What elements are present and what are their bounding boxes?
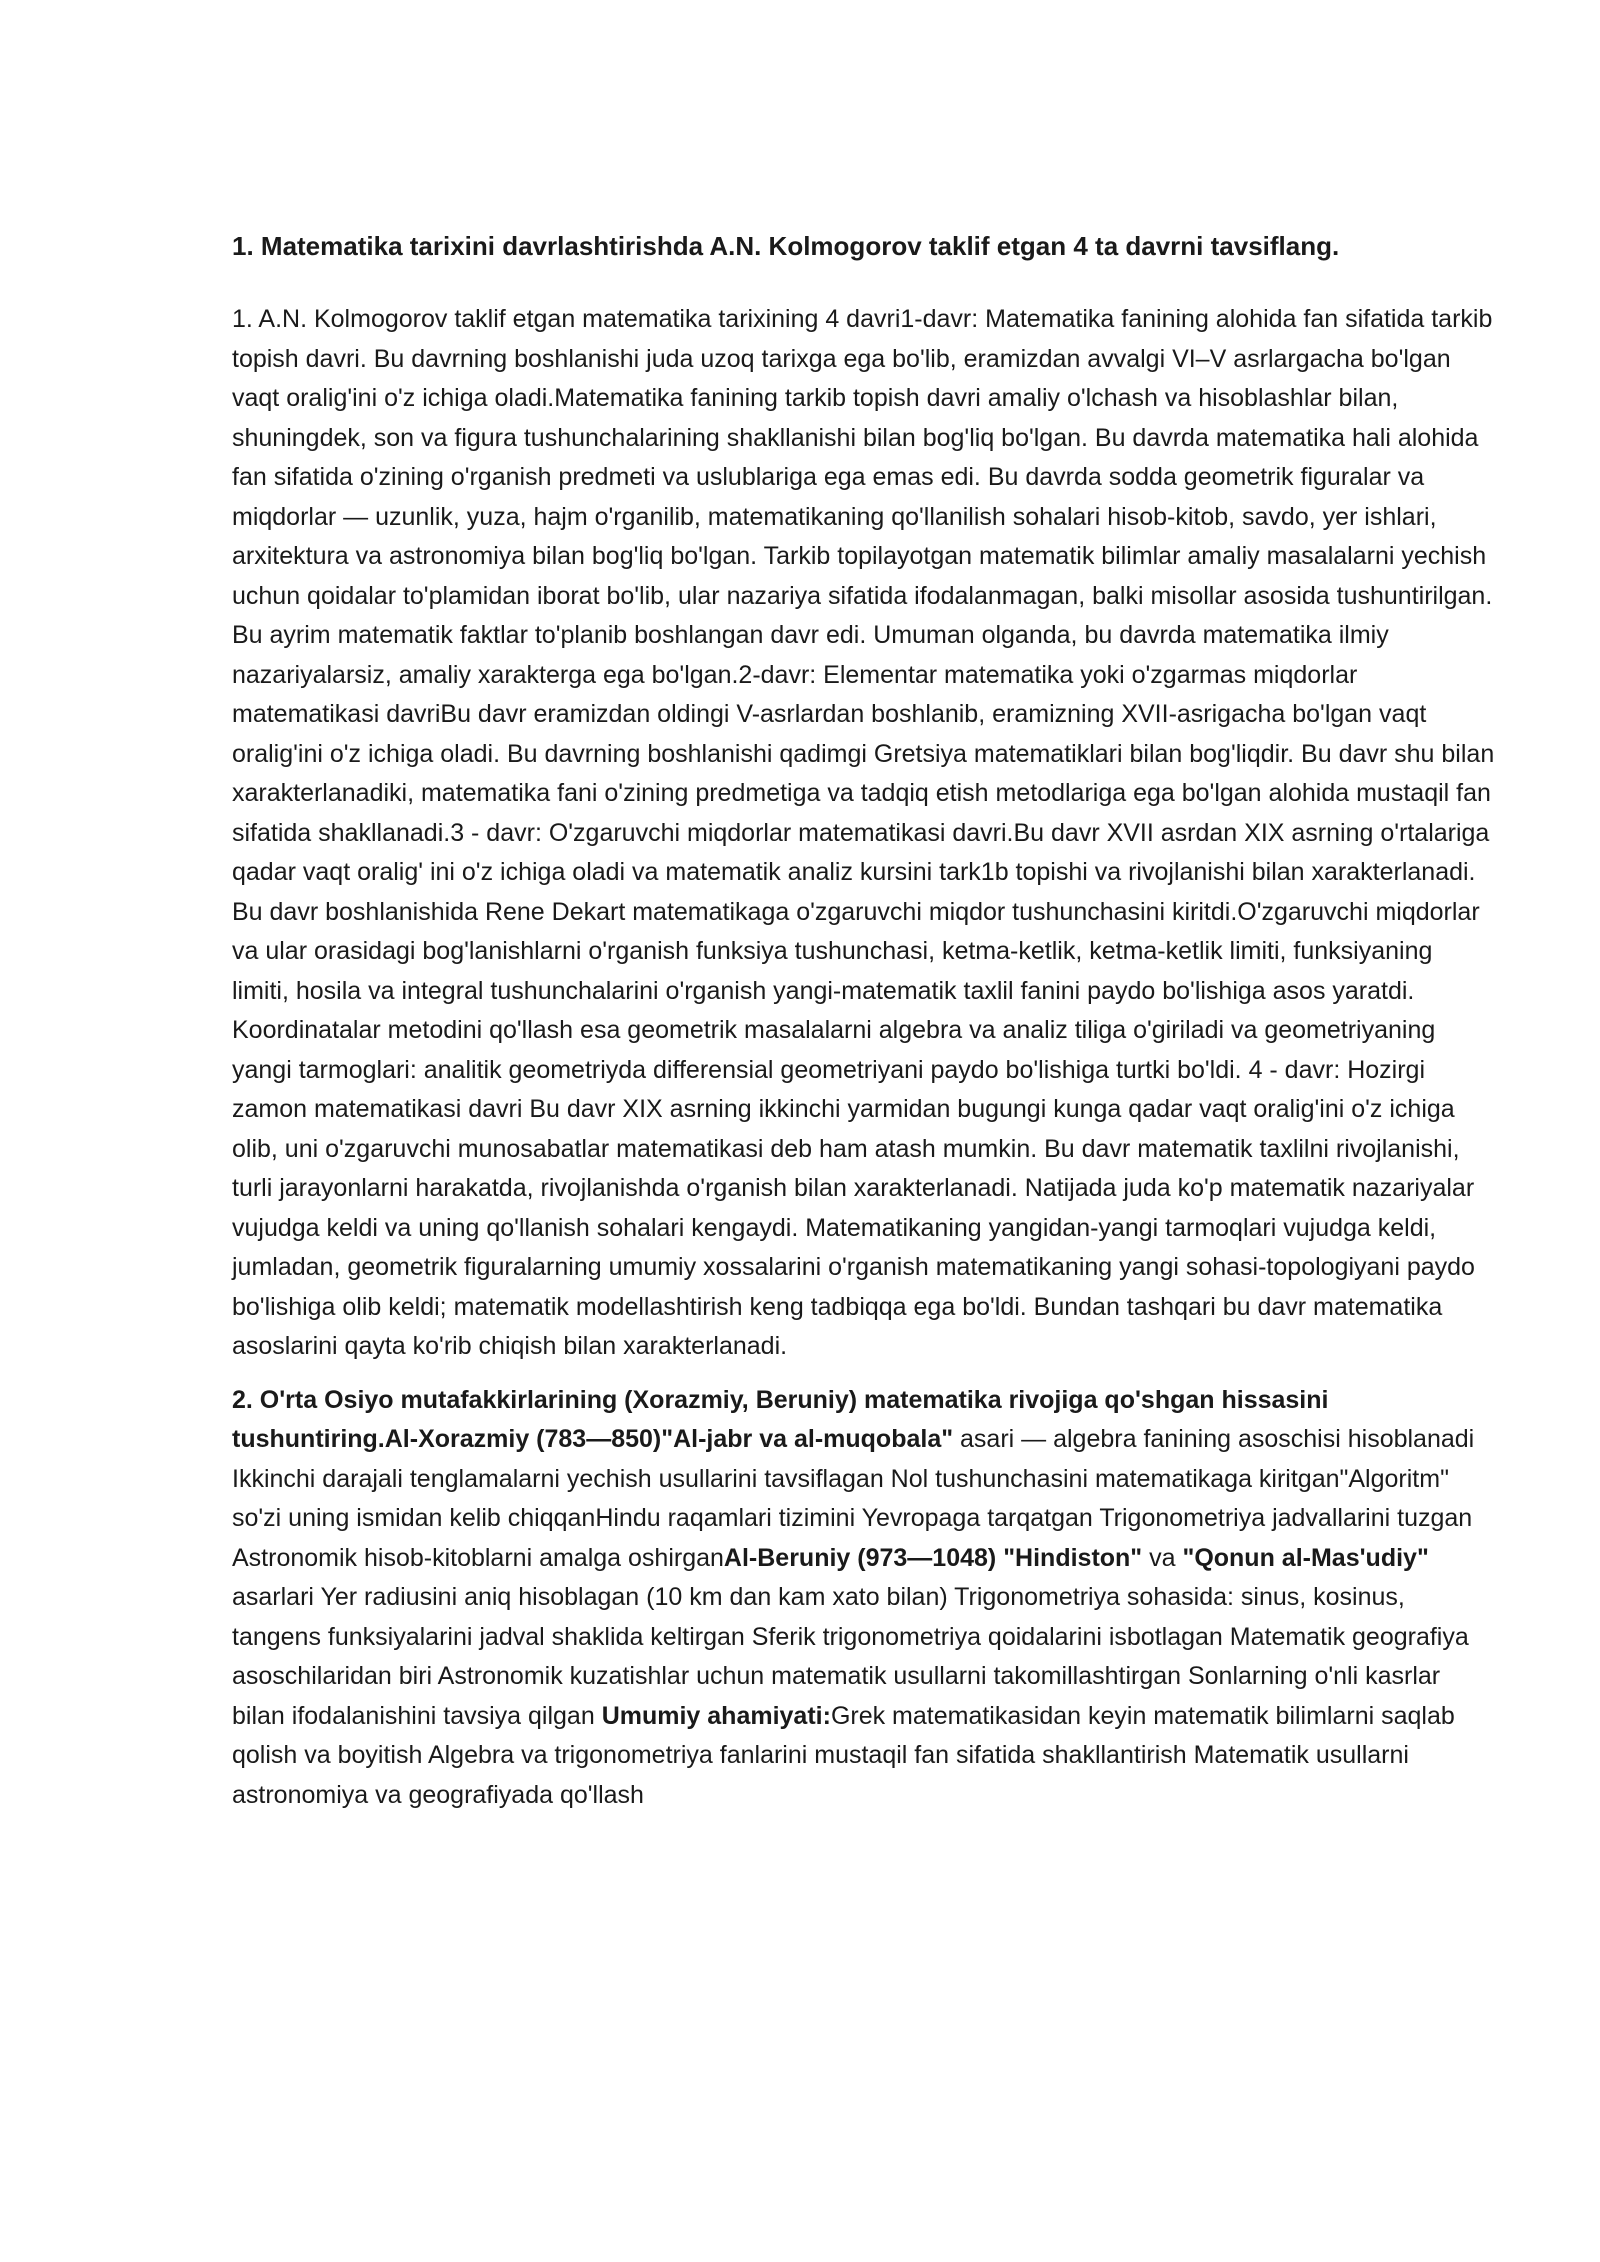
section-2-run: Al-Beruniy (973—1048) "Hindiston" <box>723 1543 1143 1572</box>
section-2-run: Grek matematikasidan keyin matematik bilimlarni saqlab qolish va boyitish Algebra va trigonometriya fanlarini mustaqil fan sifatida shakllantirish Matematik usullarni astronomiya va geografiyada qo'llash <box>232 1701 1455 1809</box>
section-2-run: 2. O'rta Osiyo mutafakkirlarining (Xorazmiy, Beruniy) matematika rivojiga qo'shgan hissasini tushuntiring.Al-Xorazmiy (783—850)"Al-jabr va al-muqobala" <box>232 1385 1329 1453</box>
question-2-paragraph <box>232 1381 1496 1816</box>
section-2-run: va <box>1142 1543 1183 1572</box>
document-content <box>232 228 1496 1829</box>
section-2-run: Umumiy ahamiyati: <box>601 1701 831 1730</box>
section-2-run: asari — algebra fanining asoschisi hisoblanadi Ikkinchi darajali tenglamalarni yechish usullarini tavsiflagan Nol tushunchasini matematikaga kiritgan"Algoritm" so'zi uning ismidan kelib chiqqanHindu raqamlari tizimini Yevropaga tarqatgan Trigonometriya jadvallarini tuzgan Astronomik hisob-kitoblarni amalga oshirgan <box>232 1425 1475 1572</box>
answer-1-text: 1. A.N. Kolmogorov taklif etgan matematika tarixining 4 davri1-davr: Matematika fanining alohida fan sifatida tarkib topish davri. Bu davrning boshlanishi juda uzoq tarixga ega bo'lib, eramizdan avvalgi VI–V asrlargacha bo'lgan vaqt oralig'ini o'z ichiga oladi.Matematika fanining tarkib topish davri amaliy o'lchash va hisoblashlar bilan, shuningdek, son va figura tushunchalarining shakllanishi bilan bog'liq bo'lgan. Bu davrda matematika hali alohida fan sifatida o'zining o'rganish predmeti va uslublariga ega emas edi. Bu davrda sodda geometrik figuralar va miqdorlar — uzunlik, yuza, hajm o'rganilib, matematikaning qo'llanilish sohalari hisob-kitob, savdo, yer ishlari, arxitektura va astronomiya bilan bog'liq bo'lgan. Tarkib topilayotgan matematik bilimlar amaliy masalalarni yechish uchun qoidalar to'plamidan iborat bo'lib, ular nazariya sifatida ifodalanmagan, balki misollar asosida tushuntirilgan. Bu ayrim matematik faktlar to'planib boshlangan davr edi. Umuman olganda, bu davrda matematika ilmiy nazariyalarsiz, amaliy xarakterga ega bo'lgan.2-davr: Elementar matematika yoki o'zgarmas miqdorlar matematikasi davriBu davr eramizdan oldingi V-asrlardan boshlanib, eramizning XVII-asrigacha bo'lgan vaqt oralig'ini o'z ichiga oladi. Bu davrning boshlanishi qadimgi Gretsiya matematiklari bilan bog'liqdir. Bu davr shu bilan xarakterlanadiki, matematika fani o'zining predmetiga va tadqiq etish metodlariga ega bo'lgan alohida mustaqil fan sifatida shakllanadi.3 - davr: O'zgaruvchi miqdorlar matematikasi davri.Bu davr XVII asrdan XIX asrning o'rtalariga qadar vaqt oralig' ini o'z ichiga oladi va matematik analiz kursini tark1b topishi va rivojlanishi bilan xarakterlanadi. Bu davr boshlanishida Rene Dekart matematikaga o'zgaruvchi miqdor tushunchasini kiritdi.O'zgaruvchi miqdorlar va ular orasidagi bog'lanishlarni o'rganish funksiya tushunchasi, ketma-ketlik, ketma-ketlik limiti, funksiyaning limiti, hosila va integral tushunchalarini o'rganish yangi-matematik taxlil fanini paydo bo'lishiga asos yaratdi. Koordinatalar metodini qo'llash esa geometrik masalalarni algebra va analiz tiliga o'giriladi va geometriyaning yangi tarmoglari: analitik geometriyda differensial geometriyani paydo bo'lishiga turtki bo'ldi. 4 - davr: Hozirgi zamon matematikasi davri Bu davr XIX asrning ikkinchi yarmidan bugungi kunga qadar vaqt oralig'ini o'z ichiga olib, uni o'zgaruvchi munosabatlar matematikasi deb ham atash mumkin. Bu davr matematik taxlilni rivojlanishi, turli jarayonlarni harakatda, rivojlanishda o'rganish bilan xarakterlanadi. Natijada juda ko'p matematik nazariyalar vujudga keldi va uning qo'llanish sohalari kengaydi. Matematikaning yangidan-yangi tarmoqlari vujudga keldi, jumladan, geometrik figuralarning umumiy xossalarini o'rganish matematikaning yangi sohasi-topologiyani paydo bo'lishiga olib keldi; matematik modellashtirish keng tadbiqqa ega bo'ldi. Bundan tashqari bu davr matematika asoslarini qayta ko'rib chiqish bilan xarakterlanadi. <box>232 305 1495 1360</box>
question-1-heading: 1. Matematika tarixini davrlashtirishda A.N. Kolmogorov taklif etgan 4 ta davrni tavsiflang. <box>232 231 1340 261</box>
section-2-run: "Qonun al-Mas'udiy" <box>1182 1543 1429 1572</box>
section-2-run: asarlari Yer radiusini aniq hisoblagan (10 km dan kam xato bilan) Trigonometriya sohasida: sinus, kosinus, tangens funksiyalarini jadval shaklida keltirgan Sferik trigonometriya qoidalarini isbotlagan Matematik geografiya asoschilaridan biri Astronomik kuzatishlar uchun matematik usullarni takomillashtirgan Sonlarning o'nli kasrlar bilan ifodalanishini tavsiya qilgan <box>232 1583 1469 1730</box>
